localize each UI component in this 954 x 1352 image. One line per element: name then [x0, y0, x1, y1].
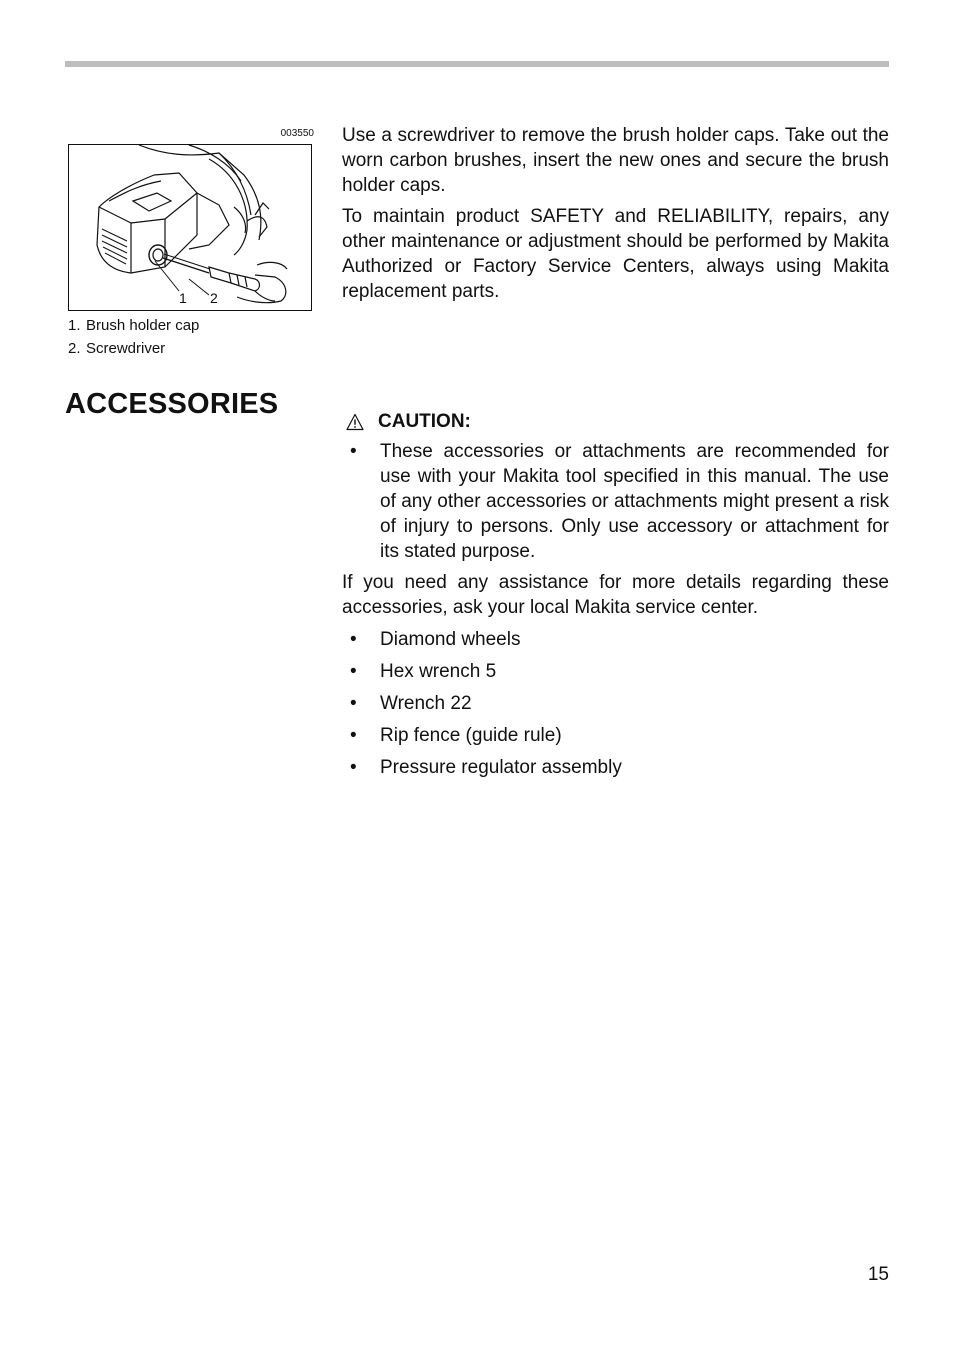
caution-label: CAUTION:	[378, 411, 471, 432]
caption-number: 2.	[68, 340, 81, 357]
accessory-text: Diamond wheels	[380, 629, 521, 650]
caution-heading	[346, 409, 471, 434]
figure-code: 003550	[280, 128, 314, 139]
accessory-text: Wrench 22	[380, 693, 472, 714]
figure-captions	[68, 314, 199, 360]
caution-list	[342, 439, 889, 564]
page-number: 15	[867, 1264, 889, 1285]
accessory-item	[342, 691, 889, 716]
warning-triangle-icon	[346, 413, 364, 431]
brush-caps-paragraph	[342, 123, 889, 198]
caption-number: 1.	[68, 317, 81, 334]
accessory-item	[342, 659, 889, 684]
bullet: •	[350, 725, 357, 746]
accessory-text: Pressure regulator assembly	[380, 757, 622, 778]
accessory-item	[342, 627, 889, 652]
caption-brush-holder-cap	[68, 314, 199, 337]
accessory-item	[342, 755, 889, 780]
header-rule	[65, 61, 889, 67]
bullet: •	[350, 757, 357, 778]
assistance-text: If you need any assistance for more details regarding these accessories, ask your local Makita service center.	[342, 572, 889, 618]
accessories-list	[342, 627, 889, 787]
caution-item-text: These accessories or attachments are recommended for use with your Makita tool specified in this manual. The use of any other accessories or attachments might present a risk of injury to persons. Only use accessory or attachment for its stated purpose.	[380, 441, 889, 562]
callout-2: 2	[210, 290, 218, 306]
safety-paragraph	[342, 204, 889, 304]
brush-caps-text: Use a screwdriver to remove the brush holder caps. Take out the worn carbon brushes, insert the new ones and secure the brush holder caps.	[342, 125, 889, 196]
accessory-text: Hex wrench 5	[380, 661, 497, 682]
caption-screwdriver	[68, 337, 199, 360]
bullet: •	[350, 629, 357, 650]
caption-text: Brush holder cap	[86, 317, 200, 334]
safety-text: To maintain product SAFETY and RELIABILITY, repairs, any other maintenance or adjustment should be performed by Makita Authorized or Factory Service Centers, always using Makita replacement parts.	[342, 206, 889, 302]
caution-item	[342, 439, 889, 564]
accessory-text: Rip fence (guide rule)	[380, 725, 562, 746]
accessory-item	[342, 723, 889, 748]
caption-text: Screwdriver	[86, 340, 166, 357]
section-title: ACCESSORIES	[65, 388, 279, 420]
assistance-paragraph	[342, 570, 889, 620]
bullet: •	[350, 693, 357, 714]
brush-holder-illustration	[68, 144, 312, 311]
bullet: •	[350, 661, 357, 682]
bullet: •	[350, 441, 357, 462]
callout-1: 1	[179, 290, 187, 306]
